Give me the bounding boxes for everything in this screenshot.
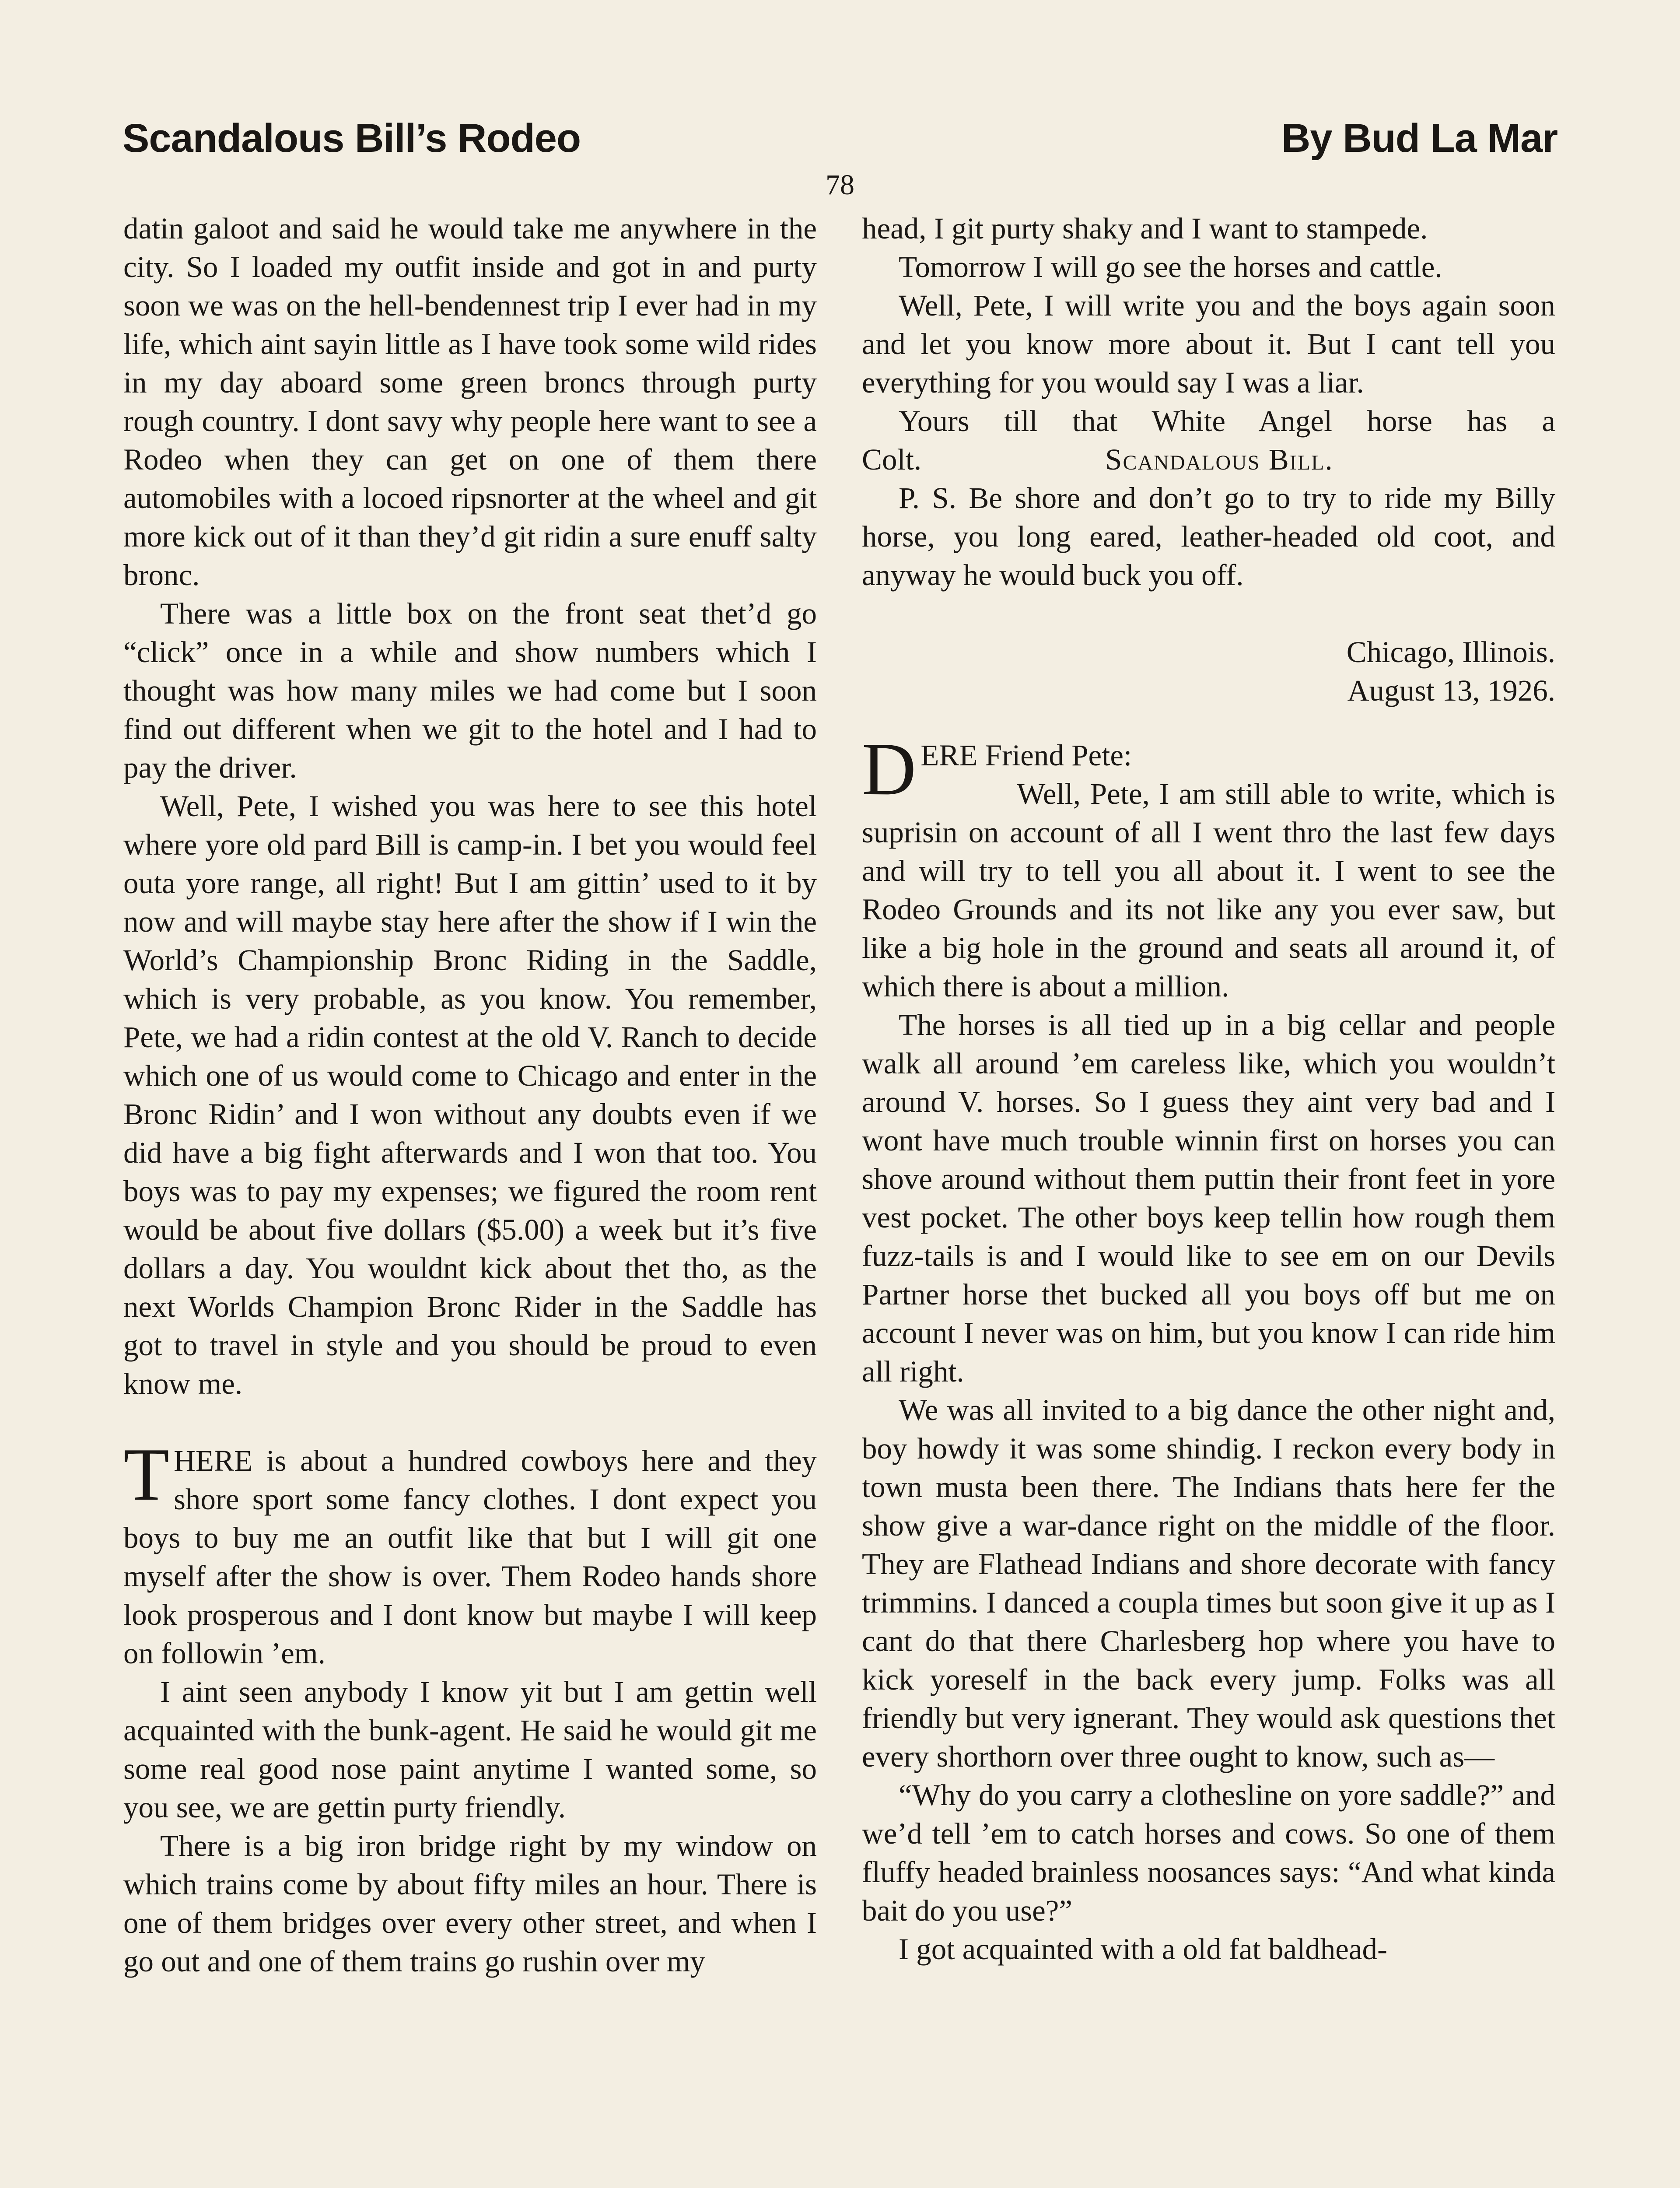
paragraph-text: HERE is about a hundred cowboys here and they shore sport some fancy clothes. I dont expect you boys to buy me an outfit like that but I will git one myself after the show is over. Them Rodeo hands shore look prosperous and I dont know but maybe I will keep on followin ’em. <box>123 1444 817 1670</box>
paragraph: The horses is all tied up in a big cellar and people walk all around ’em careless like, which you wouldn’t around V. horses. So I guess they aint very bad and I wont have much trouble winnin first on horses you can shove around without them puttin their front feet in yore vest pocket. The other boys keep tellin how rough them fuzz-tails is and I would like to see em on our Devils Partner horse thet bucked all you boys off but me on account I never was on him, but you know I can ride him all right. <box>862 1008 1555 1388</box>
author-byline: By Bud La Mar <box>1281 116 1558 161</box>
signature: Scandalous Bill. <box>1105 443 1334 476</box>
paragraph: There is a big iron bridge right by my window on which trains come by about fifty miles an hour. There is one of them bridges over every other street, and when I go out and one of them trains go rushin over my <box>123 1829 817 1978</box>
paragraph: Well, Pete, I wished you was here to see this hotel where yore old pard Bill is camp-in. I bet you would feel outa yore range, all right! But I am gittin’ used to it by now and will maybe stay here after the show if I win the World’s Championship Bronc Riding in the Saddle, which is very probable, as you know. You remember, Pete, we had a ridin contest at the old V. Ranch to decide which one of us would come to Chicago and enter in the Bronc Ridin’ and I won without any doubts even if we did have a big fight afterwards and I won that too. You boys was to pay my expenses; we figured the room rent would be about five dollars ($5.00) a week but it’s five dollars a day. You wouldnt kick about thet tho, as the next Worlds Champion Bronc Rider in the Saddle has got to travel in style and you should be proud to even know me. <box>123 789 817 1400</box>
paragraph: There was a little box on the front seat thet’d go “click” once in a while and show numbers which I thought was how many miles we had come but I soon find out different when we git to the hotel and I had to pay the driver. <box>123 597 817 784</box>
page-number: 78 <box>826 169 854 201</box>
paragraph: We was all invited to a big dance the other night and, boy howdy it was some shindig. I reckon every body in town musta been there. The Indians thats here fer the show give a war-dance right on the middle of the floor. They are Flathead Indians and shore decorate with fancy trimmins. I danced a coupla times but soon give it up as I cant do that there Charlesberg hop where you have to kick yoreself in the back every jump. Folks was all friendly but very ignerant. They would ask questions thet every shorthorn over three ought to know, such as— <box>862 1393 1555 1773</box>
dateline <box>862 633 1555 710</box>
page-header <box>122 112 1558 165</box>
salutation: ERE Friend Pete: <box>920 739 1132 772</box>
paragraph: I aint seen anybody I know yit but I am gettin well acquainted with the bunk-agent. He said he would git me some real good nose paint anytime I wanted some, so you see, we are gettin purty friendly. <box>123 1675 817 1824</box>
right-column <box>862 209 1555 1968</box>
dateline-date: August 13, 1926. <box>1347 674 1555 707</box>
paragraph: head, I git purty shaky and I want to stampede. <box>862 212 1428 245</box>
drop-cap: D <box>862 728 917 811</box>
paragraph: “Why do you carry a clothesline on yore saddle?” and we’d tell ’em to catch horses and cows. So one of them fluffy headed brainless noosances says: “And what kinda bait do you use?” <box>862 1778 1555 1927</box>
drop-cap: T <box>123 1433 170 1516</box>
paragraph-dropcap <box>123 1433 817 1673</box>
closing-line <box>862 402 1555 479</box>
story-title: Scandalous Bill’s Rodeo <box>122 116 581 161</box>
paragraph: datin galoot and said he would take me anywhere in the city. So I loaded my outfit inside and got in and purty soon we was on the hell-bendennest trip I ever had in my life, which aint sayin little as I have took some wild rides in my day aboard some green broncs through purty rough country. I dont savy why people here want to see a Rodeo when they can get on one of them there automobiles with a locoed ripsnorter at the wheel and git more kick out of it than they’d git ridin a sure enuff salty bronc. <box>123 212 817 592</box>
paragraph: Tomorrow I will go see the horses and cattle. <box>899 250 1442 284</box>
dateline-place: Chicago, Illinois. <box>1346 635 1555 669</box>
paragraph-text: Well, Pete, I am still able to write, which is suprisin on account of all I went thro the last few days and will try to tell you all about it. I went to see the Rodeo Grounds and its not like any you ever saw, but like a big hole in the ground and seats all around it, of which there is about a million. <box>862 777 1555 1003</box>
paragraph: Well, Pete, I will write you and the boys again soon and let you know more about it. But I cant tell you everything for you would say I was a liar. <box>862 289 1555 399</box>
left-column <box>123 209 817 1981</box>
paragraph: I got acquainted with a old fat baldhead- <box>899 1932 1388 1966</box>
closing-text: Yours till that White Angel horse has a Colt. <box>862 404 1555 476</box>
paragraph-dropcap <box>862 728 1555 1006</box>
paragraph: P. S. Be shore and don’t go to try to ride my Billy horse, you long eared, leather-headed old coot, and anyway he would buck you off. <box>862 481 1555 592</box>
